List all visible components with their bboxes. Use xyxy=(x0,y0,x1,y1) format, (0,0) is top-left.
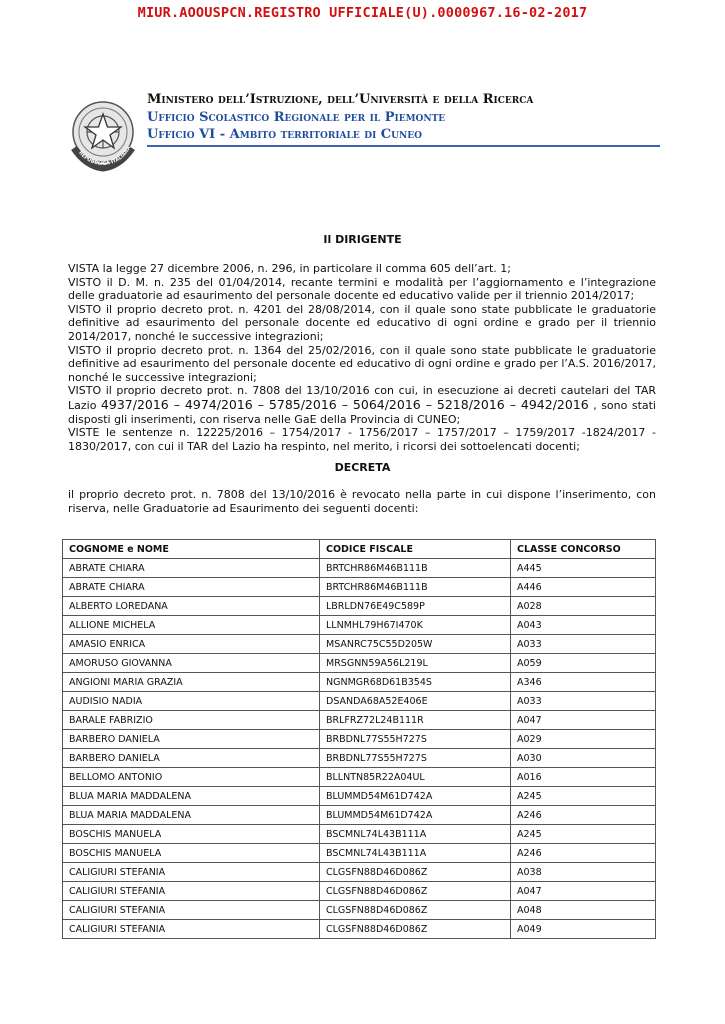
cell-name: BOSCHIS MANUELA xyxy=(63,844,320,863)
cell-tax-code: CLGSFN88D46D086Z xyxy=(320,863,511,882)
cell-name: ABRATE CHIARA xyxy=(63,578,320,597)
cell-tax-code: BRTCHR86M46B111B xyxy=(320,559,511,578)
table-header-row xyxy=(63,540,656,559)
table-row xyxy=(63,616,656,635)
cell-tax-code: MSANRC75C55D205W xyxy=(320,635,511,654)
local-office-name: Ufficio VI - Ambito territoriale di Cuneo xyxy=(147,127,422,142)
cell-name: BARBERO DANIELA xyxy=(63,749,320,768)
cell-tax-code: BRBDNL77S55H727S xyxy=(320,749,511,768)
header-divider xyxy=(147,145,660,147)
header-name: COGNOME e NOME xyxy=(63,540,320,559)
emblem-ribbon-text: REPUBBLICA ITALIANA xyxy=(77,145,133,167)
cell-competition-class: A029 xyxy=(511,730,656,749)
table-row xyxy=(63,749,656,768)
cell-name: BARBERO DANIELA xyxy=(63,730,320,749)
cell-competition-class: A246 xyxy=(511,806,656,825)
cell-competition-class: A033 xyxy=(511,692,656,711)
header-tax-code: CODICE FISCALE xyxy=(320,540,511,559)
premise-5 xyxy=(68,384,656,426)
premise-3: VISTO il proprio decreto prot. n. 4201 del 28/08/2014, con il quale sono state pubblicate le graduatorie definitive ad esaurimento del personale docente ed educativo di ogni ordine e grado per il triennio 2014/2017, nonché le successive integrazioni; xyxy=(68,302,656,343)
ministry-name: Ministero dell’Istruzione, dell’Università e della Ricerca xyxy=(147,92,534,107)
cell-tax-code: BRBDNL77S55H727S xyxy=(320,730,511,749)
cell-name: CALIGIURI STEFANIA xyxy=(63,901,320,920)
regional-office-name: Ufficio Scolastico Regionale per il Piemonte xyxy=(147,110,446,125)
cell-competition-class: A049 xyxy=(511,920,656,939)
decree-paragraph: il proprio decreto prot. n. 7808 del 13/10/2016 è revocato nella parte in cui dispone l’inserimento, con riserva, nelle Graduatorie ad Esaurimento dei seguenti docenti: xyxy=(68,488,656,515)
decree-text xyxy=(68,488,656,515)
cell-name: BLUA MARIA MADDALENA xyxy=(63,787,320,806)
cell-name: CALIGIURI STEFANIA xyxy=(63,863,320,882)
cell-tax-code: CLGSFN88D46D086Z xyxy=(320,920,511,939)
protocol-stamp: MIUR.AOOUSPCN.REGISTRO UFFICIALE(U).0000967.16-02-2017 xyxy=(137,5,588,21)
document-title: Il DIRIGENTE xyxy=(323,233,402,246)
premise-6: VISTE le sentenze n. 12225/2016 – 1754/2017 - 1756/2017 – 1757/2017 – 1759/2017 -1824/2017 - 1830/2017, con cui il TAR del Lazio ha respinto, nel merito, i ricorsi dei sottoelencati docenti; xyxy=(68,426,656,453)
cell-name: AMASIO ENRICA xyxy=(63,635,320,654)
cell-competition-class: A246 xyxy=(511,844,656,863)
cell-tax-code: NGNMGR68D61B354S xyxy=(320,673,511,692)
cell-name: BARALE FABRIZIO xyxy=(63,711,320,730)
cell-name: BOSCHIS MANUELA xyxy=(63,825,320,844)
table-row xyxy=(63,920,656,939)
premise-2: VISTO il D. M. n. 235 del 01/04/2014, recante termini e modalità per l’aggiornamento e l’integrazione delle graduatorie ad esaurimento del personale docente ed educativo valide per il triennio 2014/2017; xyxy=(68,275,656,303)
table-row xyxy=(63,692,656,711)
cell-competition-class: A446 xyxy=(511,578,656,597)
table-row xyxy=(63,597,656,616)
table-row xyxy=(63,654,656,673)
cell-name: ABRATE CHIARA xyxy=(63,559,320,578)
cell-competition-class: A038 xyxy=(511,863,656,882)
table-row xyxy=(63,825,656,844)
decree-title: DECRETA xyxy=(334,461,391,474)
table-row xyxy=(63,844,656,863)
cell-tax-code: LLNMHL79H67I470K xyxy=(320,616,511,635)
cell-name: BLUA MARIA MADDALENA xyxy=(63,806,320,825)
table-row xyxy=(63,901,656,920)
cell-tax-code: LBRLDN76E49C589P xyxy=(320,597,511,616)
table-row xyxy=(63,806,656,825)
cell-tax-code: CLGSFN88D46D086Z xyxy=(320,901,511,920)
table-row xyxy=(63,863,656,882)
cell-competition-class: A346 xyxy=(511,673,656,692)
premise-5-outcome: , sono stati disposti gli inserimenti, con riserva nelle GaE della Provincia di CUNEO; xyxy=(68,398,656,426)
premise-4: VISTO il proprio decreto prot. n. 1364 del 25/02/2016, con il quale sono state pubblicate le graduatorie definitive ad esaurimento del personale docente ed educativo di ogni ordine e grado per l’A.S. 2016/2017, nonché le successive integrazioni; xyxy=(68,343,656,384)
premise-5-decree-numbers: 4937/2016 – 4974/2016 – 5785/2016 – 5064/2016 – 5218/2016 – 4942/2016 xyxy=(100,396,589,412)
cell-competition-class: A245 xyxy=(511,787,656,806)
cell-name: ALBERTO LOREDANA xyxy=(63,597,320,616)
cell-tax-code: CLGSFN88D46D086Z xyxy=(320,882,511,901)
cell-competition-class: A245 xyxy=(511,825,656,844)
cell-name: AUDISIO NADIA xyxy=(63,692,320,711)
cell-name: AMORUSO GIOVANNA xyxy=(63,654,320,673)
revoked-teachers-table xyxy=(62,539,656,939)
premise-5-intro: VISTO il proprio decreto prot. n. 7808 del 13/10/2016 con cui, in esecuzione ai decreti cautelari del TAR Lazio xyxy=(68,384,656,412)
cell-name: ALLIONE MICHELA xyxy=(63,616,320,635)
cell-competition-class: A047 xyxy=(511,882,656,901)
premise-1: VISTA la legge 27 dicembre 2006, n. 296, in particolare il comma 605 dell’art. 1; xyxy=(68,262,511,275)
table-row xyxy=(63,578,656,597)
table-row xyxy=(63,559,656,578)
table-row xyxy=(63,730,656,749)
cell-competition-class: A016 xyxy=(511,768,656,787)
cell-tax-code: MRSGNN59A56L219L xyxy=(320,654,511,673)
cell-competition-class: A048 xyxy=(511,901,656,920)
cell-tax-code: BRLFRZ72L24B111R xyxy=(320,711,511,730)
cell-tax-code: BLUMMD54M61D742A xyxy=(320,787,511,806)
cell-name: CALIGIURI STEFANIA xyxy=(63,920,320,939)
table-row xyxy=(63,787,656,806)
table-row xyxy=(63,882,656,901)
premises-section xyxy=(68,262,656,453)
cell-competition-class: A030 xyxy=(511,749,656,768)
cell-name: CALIGIURI STEFANIA xyxy=(63,882,320,901)
cell-tax-code: BLUMMD54M61D742A xyxy=(320,806,511,825)
italian-republic-emblem xyxy=(66,96,140,174)
table-row xyxy=(63,635,656,654)
cell-competition-class: A028 xyxy=(511,597,656,616)
cell-competition-class: A033 xyxy=(511,635,656,654)
cell-competition-class: A043 xyxy=(511,616,656,635)
cell-competition-class: A445 xyxy=(511,559,656,578)
cell-tax-code: BLLNTN85R22A04UL xyxy=(320,768,511,787)
cell-competition-class: A059 xyxy=(511,654,656,673)
cell-tax-code: BSCMNL74L43B111A xyxy=(320,844,511,863)
table-row xyxy=(63,768,656,787)
cell-tax-code: BSCMNL74L43B111A xyxy=(320,825,511,844)
table-row xyxy=(63,711,656,730)
cell-tax-code: BRTCHR86M46B111B xyxy=(320,578,511,597)
cell-tax-code: DSANDA68A52E406E xyxy=(320,692,511,711)
cell-competition-class: A047 xyxy=(511,711,656,730)
cell-name: BELLOMO ANTONIO xyxy=(63,768,320,787)
header-competition-class: CLASSE CONCORSO xyxy=(511,540,656,559)
table-row xyxy=(63,673,656,692)
cell-name: ANGIONI MARIA GRAZIA xyxy=(63,673,320,692)
